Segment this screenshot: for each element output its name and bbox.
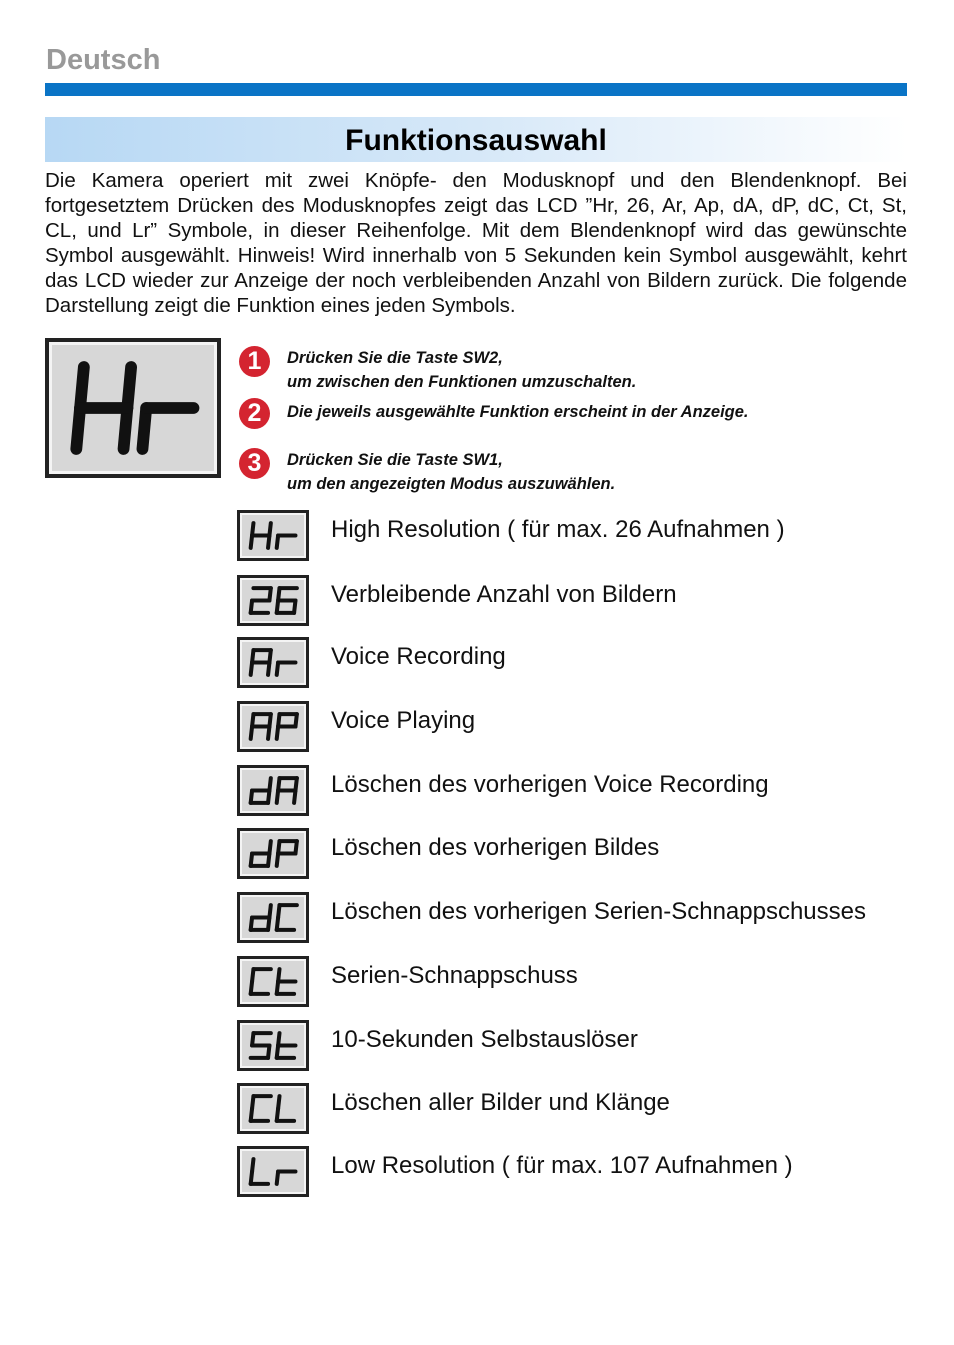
lcd-segment bbox=[278, 1096, 279, 1108]
step-2 bbox=[239, 398, 907, 438]
lcd-segment bbox=[142, 408, 146, 449]
lcd-segment bbox=[252, 1096, 253, 1108]
lcd-icon-26 bbox=[237, 575, 309, 626]
mode-row-hr bbox=[237, 510, 917, 562]
lcd-icon-dc bbox=[237, 892, 309, 943]
mode-row-st bbox=[237, 1020, 917, 1072]
mode-label: Löschen des vorherigen Voice Recording bbox=[331, 771, 769, 798]
mode-label: 10-Sekunden Selbstauslöser bbox=[331, 1026, 638, 1053]
lcd-segment bbox=[76, 408, 80, 449]
step-instruction bbox=[287, 400, 749, 424]
mode-row-cl bbox=[237, 1083, 917, 1135]
mode-label: High Resolution ( für max. 26 Aufnahmen ) bbox=[331, 516, 785, 543]
step-number-badge: 1 bbox=[239, 346, 270, 377]
lcd-segment bbox=[127, 367, 131, 408]
mode-row-ct bbox=[237, 956, 917, 1008]
step-instruction bbox=[287, 346, 636, 394]
mode-row-ap bbox=[237, 701, 917, 753]
lcd-segment bbox=[278, 905, 279, 917]
lcd-segment bbox=[124, 408, 128, 449]
step-number-badge: 2 bbox=[239, 398, 270, 429]
mode-label: Serien-Schnappschuss bbox=[331, 962, 578, 989]
lcd-icon-hr bbox=[237, 510, 309, 561]
lcd-display-large bbox=[45, 338, 221, 478]
lcd-display-large-digits bbox=[52, 345, 214, 471]
step-instruction-line: um zwischen den Funktionen umzuschalten. bbox=[287, 373, 637, 391]
step-number-badge: 3 bbox=[239, 448, 270, 479]
mode-label: Verbleibende Anzahl von Bildern bbox=[331, 581, 677, 608]
mode-label: Löschen des vorherigen Serien-Schnappschusses bbox=[331, 898, 866, 925]
mode-row-ar bbox=[237, 637, 917, 689]
mode-row-26 bbox=[237, 575, 917, 627]
step-instruction-line: Drücken Sie die Taste SW2, bbox=[287, 349, 503, 367]
lcd-icon-ap bbox=[237, 701, 309, 752]
mode-label: Voice Playing bbox=[331, 707, 476, 734]
section-banner bbox=[45, 117, 907, 162]
step-instruction-line: Die jeweils ausgewählte Funktion erscheint in der Anzeige. bbox=[287, 403, 749, 421]
mode-label: Löschen des vorherigen Bildes bbox=[331, 834, 660, 861]
mode-label: Voice Recording bbox=[331, 643, 506, 670]
language-heading: Deutsch bbox=[46, 44, 161, 76]
mode-label: Low Resolution ( für max. 107 Aufnahmen ) bbox=[331, 1152, 793, 1179]
step-instruction bbox=[287, 448, 615, 496]
lcd-icon-st bbox=[237, 1020, 309, 1071]
mode-row-lr bbox=[237, 1146, 917, 1198]
lcd-icon-ar bbox=[237, 637, 309, 688]
step-3 bbox=[239, 448, 907, 493]
lcd-icon-da bbox=[237, 765, 309, 816]
mode-row-dc bbox=[237, 892, 917, 944]
mode-label: Löschen aller Bilder und Klänge bbox=[331, 1089, 670, 1116]
header-rule bbox=[45, 83, 907, 96]
lcd-icon-ct bbox=[237, 956, 309, 1007]
lcd-icon-lr bbox=[237, 1146, 309, 1197]
section-title: Funktionsauswahl bbox=[345, 124, 607, 157]
lcd-segment bbox=[252, 969, 253, 981]
step-instruction-line: um den angezeigten Modus auszuwählen. bbox=[287, 475, 616, 493]
lcd-segment bbox=[80, 367, 84, 408]
step-1 bbox=[239, 346, 907, 391]
lcd-icon-cl bbox=[237, 1083, 309, 1134]
step-instruction-line: Drücken Sie die Taste SW1, bbox=[287, 451, 503, 469]
intro-paragraph: Die Kamera operiert mit zwei Knöpfe- den Modusknopf und den Blendenknopf. Bei fortgesetztem Drücken des Modusknopfes zeigt das LCD ”Hr, 26, Ar, Ap, dA, dP, dC, Ct, St, CL, und Lr” Symbole, in dieser Reihenfolge. Mit dem Blendenknopf wird das gewünschte Symbol ausgewählt. Hinweis! Wird innerhalb von 5 Sekunden kein Symbol ausgewählt, kehrt das LCD wieder zur Anzeige der noch verbleibenden Anzahl von Bildern zurück. Die folgende Darstellung zeigt die Funktion eines jeden Symbols. bbox=[45, 169, 907, 317]
mode-row-da bbox=[237, 765, 917, 817]
lcd-segment bbox=[252, 1159, 253, 1171]
mode-row-dp bbox=[237, 828, 917, 880]
lcd-icon-dp bbox=[237, 828, 309, 879]
